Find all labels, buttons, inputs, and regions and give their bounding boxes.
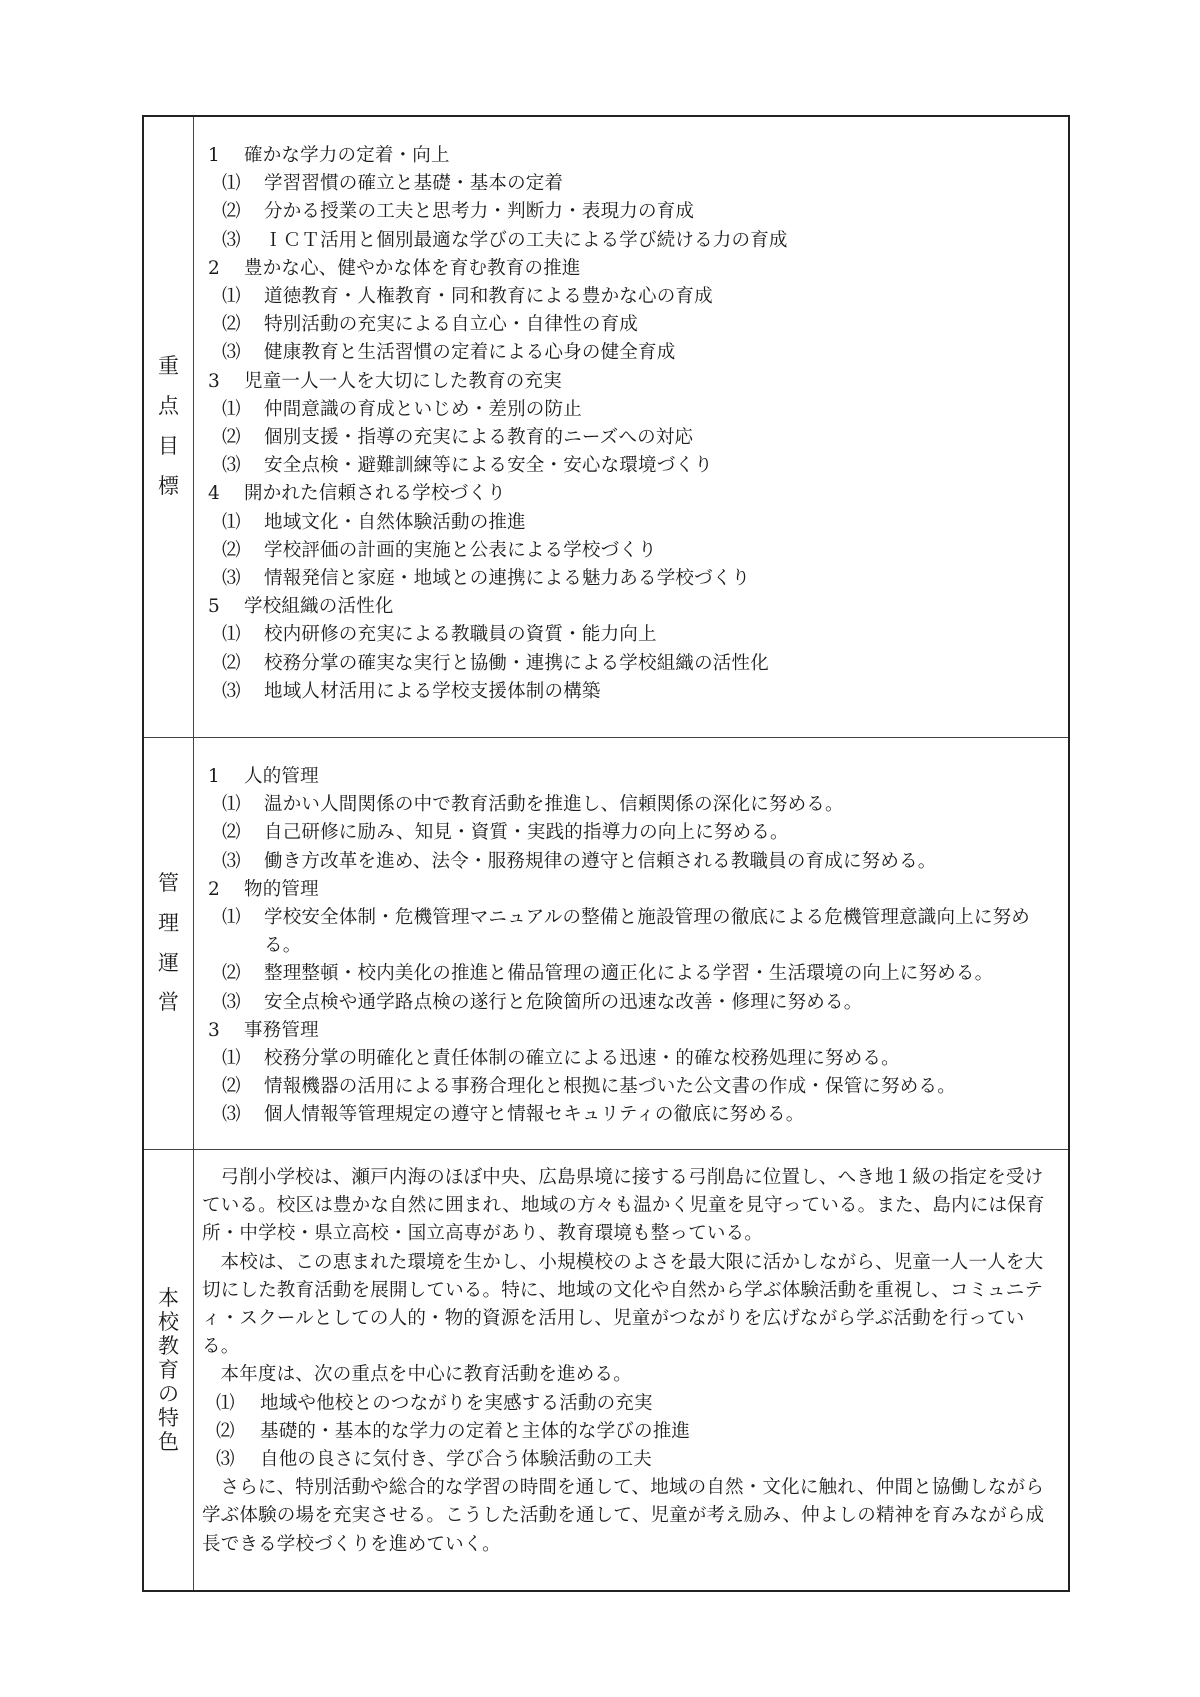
features-label: 本 校 教 育 の 特 色 xyxy=(158,1285,179,1455)
management-label-cell xyxy=(144,738,194,1149)
goal-subitem: ⑵ 校務分掌の確実な実行と協働・連携による学校組織の活性化 xyxy=(222,652,769,674)
goal-heading: 1 確かな学力の定着・向上 xyxy=(208,145,450,166)
goal-heading: 5 学校組織の活性化 xyxy=(208,596,394,618)
management-label: 管 理 運 営 xyxy=(158,870,179,1015)
management-heading: 1 人的管理 xyxy=(208,766,319,787)
goal-subitem: ⑵ 学校評価の計画的実施と公表による学校づくり xyxy=(222,539,657,561)
features-point: ⑵ 基礎的・基本的な学力の定着と主体的な学びの推進 xyxy=(216,1420,691,1442)
management-subitem: ⑵ 自己研修に励み、知見・資質・実践的指導力の向上に努める。 xyxy=(222,822,789,844)
goal-subitem: ⑴ 学習習慣の確立と基礎・基本の定着 xyxy=(222,173,564,195)
goal-subitem: ⑶ 地域人材活用による学校支援体制の構築 xyxy=(222,680,601,702)
goal-subitem: ⑴ 仲間意識の育成といじめ・差別の防止 xyxy=(222,398,582,420)
management-subitem: ⑴ 学校安全体制・危機管理マニュアルの整備と施設管理の徹底による危機管理意識向上に努める。 xyxy=(222,907,1030,957)
goal-subitem: ⑵ 特別活動の充実による自立心・自律性の育成 xyxy=(222,314,639,336)
management-heading: 2 物的管理 xyxy=(208,878,319,900)
goal-subitem: ⑴ 校内研修の充実による教職員の資質・能力向上 xyxy=(222,624,657,646)
features-point: ⑶ 自他の良さに気付き、学び合う体験活動の工夫 xyxy=(216,1449,652,1471)
goal-subitem: ⑵ 個別支援・指導の充実による教育的ニーズへの対応 xyxy=(222,427,694,449)
goal-subitem: ⑶ 安全点検・避難訓練等による安全・安心な環境づくり xyxy=(222,455,713,477)
goals-label-cell xyxy=(144,117,194,737)
management-row xyxy=(144,737,1068,1149)
goal-heading: 4 開かれた信頼される学校づくり xyxy=(208,483,506,505)
management-subitem: ⑶ 働き方改革を進め、法令・服務規律の遵守と信頼される教職員の育成に努める。 xyxy=(222,850,937,872)
school-plan-table xyxy=(142,115,1070,1592)
management-subitem: ⑶ 安全点検や通学路点検の遂行と危険箇所の迅速な改善・修理に努める。 xyxy=(222,991,863,1013)
management-subitem: ⑵ 整理整頓・校内美化の推進と備品管理の適正化による学習・生活環境の向上に努める。 xyxy=(222,963,994,985)
goals-row xyxy=(144,117,1068,737)
management-subitem: ⑵ 情報機器の活用による事務合理化と根拠に基づいた公文書の作成・保管に努める。 xyxy=(222,1076,956,1098)
goal-subitem: ⑵ 分かる授業の工夫と思考力・判断力・表現力の育成 xyxy=(222,201,695,223)
management-subitem: ⑴ 温かい人間関係の中で教育活動を推進し、信頼関係の深化に努める。 xyxy=(222,794,844,816)
features-paragraph: さらに、特別活動や総合的な学習の時間を通して、地域の自然・文化に触れ、仲間と協働しながら学ぶ体験の場を充実させる。こうした活動を通して、児童が考え励み、仲よしの精神を育みながら成長できる学校づくりを進めていく。 xyxy=(202,1477,1045,1555)
management-subitem: ⑴ 校務分掌の明確化と責任体制の確立による迅速・的確な校務処理に努める。 xyxy=(222,1048,900,1070)
goals-content xyxy=(194,117,1068,737)
features-paragraph: 弓削小学校は、瀬戸内海のほぼ中央、広島県境に接する弓削島に位置し、へき地１級の指定を受けている。校区は豊かな自然に囲まれ、地域の方々も温かく児童を見守っている。また、島内には保育所・中学校・県立高校・国立高専があり、教育環境も整っている。 xyxy=(202,1167,1045,1245)
goal-heading: 2 豊かな心、健やかな体を育む教育の推進 xyxy=(208,257,581,279)
features-point: ⑴ 地域や他校とのつながりを実感する活動の充実 xyxy=(216,1392,653,1414)
management-content xyxy=(194,738,1068,1149)
goals-label: 重 点 目 標 xyxy=(158,354,179,498)
management-subitem: ⑶ 個人情報等管理規定の遵守と情報セキュリティの徹底に努める。 xyxy=(222,1104,805,1126)
goal-subitem: ⑶ ＩＣＴ活用と個別最適な学びの工夫による学び続ける力の育成 xyxy=(222,229,788,251)
features-paragraph: 本校は、この恵まれた環境を生かし、小規模校のよさを最大限に活かしながら、児童一人一人を大切にした教育活動を展開している。特に、地域の文化や自然から学ぶ体験活動を重視し、コミュニティ・スクールとしての人的・物的資源を活用し、児童がつながりを広げながら学ぶ活動を行っている。 xyxy=(202,1251,1044,1358)
management-heading: 3 事務管理 xyxy=(208,1019,319,1041)
goal-subitem: ⑴ 道徳教育・人権教育・同和教育による豊かな心の育成 xyxy=(222,286,713,308)
features-label-cell xyxy=(144,1150,194,1590)
goal-subitem: ⑶ 健康教育と生活習慣の定着による心身の健全育成 xyxy=(222,342,676,364)
goal-heading: 3 児童一人一人を大切にした教育の充実 xyxy=(208,370,562,392)
features-content xyxy=(194,1150,1068,1590)
features-row xyxy=(144,1149,1068,1590)
goal-subitem: ⑶ 情報発信と家庭・地域との連携による魅力ある学校づくり xyxy=(222,568,751,590)
goal-subitem: ⑴ 地域文化・自然体験活動の推進 xyxy=(222,511,526,533)
features-paragraph: 本年度は、次の重点を中心に教育活動を進める。 xyxy=(220,1364,632,1386)
